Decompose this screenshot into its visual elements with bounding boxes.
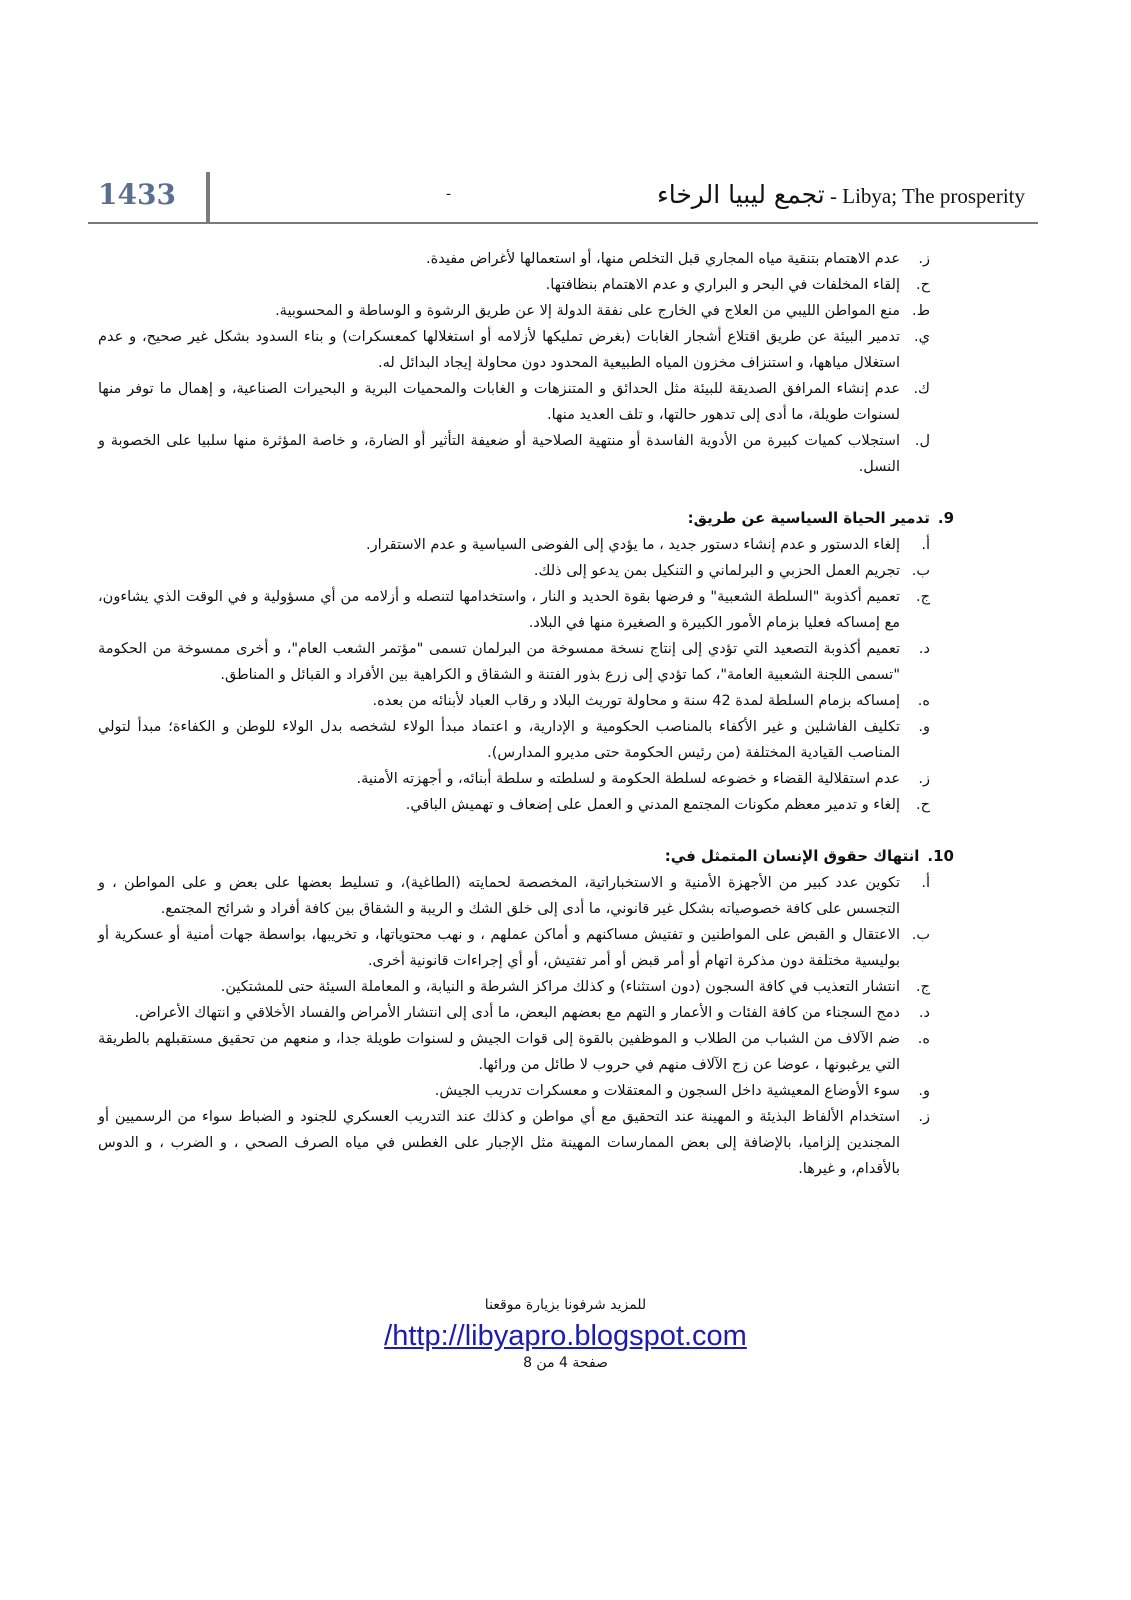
list-item bbox=[98, 584, 930, 636]
list-item bbox=[98, 272, 930, 298]
list-text: الاعتقال و القبض على المواطنين و تفتيش مساكنهم و أماكن عملهم ، و نهب محتوياتها، و تخريبها، بواسطة جهات أمنية أو عسكرية أو بوليسية مختلفة دون مذكرة اتهام أو أمر قبض أو أمر تفتيش، أو أي إجراءات قانونية أخرى. bbox=[98, 927, 900, 969]
list-letter: ز. bbox=[918, 251, 930, 267]
list-text: إلقاء المخلفات في البحر و البراري و عدم الاهتمام بنظافتها. bbox=[545, 277, 900, 293]
list-text: إلغاء و تدمير معظم مكونات المجتمع المدني و العمل على إضعاف و تهميش الباقي. bbox=[405, 797, 900, 813]
list-item bbox=[98, 870, 930, 922]
list-item bbox=[98, 974, 930, 1000]
page-footer bbox=[0, 1294, 1131, 1372]
list-text: تعميم أكذوبة التصعيد التي تؤدي إلى إنتاج نسخة ممسوخة من البرلمان تسمى "مؤتمر الشعب العام"، و أخرى ممسوخة من الحكومة "تسمى اللجنة الشعبية العامة"، كما تؤدي إلى زرع بذور الفتنة و الشقاق و الكراهية بين الأفراد و القبائل و المناطق. bbox=[98, 641, 900, 683]
list-text: ضم الآلاف من الشباب من الطلاب و الموظفين بالقوة إلى قوات الجيش و لسنوات طويلة جدا، و منعهم من تحقيق مستقبلهم بالطريقة التي يرغبونها ، عوضا عن زج الآلاف منهم في حروب لا طائل من ورائها. bbox=[98, 1031, 900, 1073]
list-text: تدمير البيئة عن طريق اقتلاع أشجار الغابات (بغرض تمليكها لأزلامه أو استغلالها كمعسكرات) و بناء السدود بشكل غير صحيح، و عدم استغلال مياهها، و استنزاف مخزون المياه الطبيعية المحدود دون محاولة إيجاد البدائل له. bbox=[98, 329, 900, 371]
list-letter: ج. bbox=[916, 979, 930, 995]
list-item bbox=[98, 298, 930, 324]
list-letter: أ. bbox=[921, 537, 930, 553]
list-letter: أ. bbox=[921, 875, 930, 891]
list-letter: ح. bbox=[916, 797, 930, 813]
list-item bbox=[98, 246, 930, 272]
list-item bbox=[98, 1078, 930, 1104]
list-letter: ل. bbox=[914, 433, 930, 449]
list-text: إلغاء الدستور و عدم إنشاء دستور جديد ، ما يؤدي إلى الفوضى السياسية و عدم الاستقرار. bbox=[366, 537, 900, 553]
list-letter: ج. bbox=[916, 589, 930, 605]
list-item bbox=[98, 922, 930, 974]
list-text: استخدام الألفاظ البذيئة و المهينة عند التحقيق مع أي مواطن و كذلك عند التدريب العسكري للجنود و الضباط سواء من الرسميين أو المجندين إلزاميا، بالإضافة إلى بعض الممارسات المهينة مثل الإجبار على الغطس في مياه الصرف الصحي ، و الضرب ، و الدوس بالأقدام، و غيرها. bbox=[98, 1109, 900, 1177]
section-9-heading bbox=[98, 504, 954, 532]
list-text: تعميم أكذوبة "السلطة الشعبية" و فرضها بقوة الحديد و النار ، واستخدامها لتنصله و أزلامه من أي مسؤولية و في الوقت الذي يشاءون، مع إمساكه فعليا بزمام الأمور الكبيرة و الصغيرة منها في البلاد. bbox=[98, 589, 900, 631]
header-title bbox=[657, 180, 1025, 209]
header-title-arabic: تجمع ليبيا الرخاء bbox=[656, 180, 825, 209]
list-letter: و. bbox=[918, 719, 930, 735]
header-rule bbox=[88, 222, 1038, 224]
header-dash: - bbox=[446, 186, 451, 202]
list-text: دمج السجناء من كافة الفئات و الأعمار و التهم مع بعضهم البعض، ما أدى إلى انتشار الأمراض والفساد الأخلاقي و انتهاك الأعراض. bbox=[134, 1005, 900, 1021]
list-text: تكليف الفاشلين و غير الأكفاء بالمناصب الحكومية و الإدارية، و اعتماد مبدأ الولاء لشخصه بدل الولاء للوطن و الكفاءة؛ مبدأ لتولي المناصب القيادية المختلفة (من رئيس الحكومة حتى مديرو المدارس). bbox=[98, 719, 900, 761]
section-title-text: تدمير الحياة السياسية عن طريق: bbox=[687, 509, 930, 527]
list-letter: ح. bbox=[916, 277, 930, 293]
list-letter: ز. bbox=[918, 1109, 930, 1125]
list-text: منع المواطن الليبي من العلاج في الخارج على نفقة الدولة إلا عن طريق الرشوة و الوساطة و المحسوبية. bbox=[275, 303, 900, 319]
list-letter: ه. bbox=[917, 1031, 930, 1047]
list-text: سوء الأوضاع المعيشية داخل السجون و المعتقلات و معسكرات تدريب الجيش. bbox=[434, 1083, 900, 1099]
list-item bbox=[98, 324, 930, 376]
list-text: عدم الاهتمام بتنقية مياه المجاري قبل التخلص منها، أو استعمالها لأغراض مفيدة. bbox=[426, 251, 900, 267]
list-letter: ك. bbox=[913, 381, 930, 397]
list-item bbox=[98, 1026, 930, 1078]
list-letter: ز. bbox=[918, 771, 930, 787]
section-10-heading bbox=[98, 842, 954, 870]
list-text: استجلاب كميات كبيرة من الأدوية الفاسدة أو منتهية الصلاحية أو ضعيفة التأثير أو الضارة، و خاصة المؤثرة منها سلبيا على الخصوبة و النسل. bbox=[98, 433, 900, 475]
list-letter: ي. bbox=[914, 329, 930, 345]
list-letter: د. bbox=[918, 641, 930, 657]
list-text: عدم استقلالية القضاء و خضوعه لسلطة الحكومة و لسلطته و سلطة أبنائه، و أجهزته الأمنية. bbox=[356, 771, 900, 787]
list-letter: ب. bbox=[911, 927, 930, 943]
list-item bbox=[98, 1000, 930, 1026]
list-item bbox=[98, 376, 930, 428]
list-text: إمساكه بزمام السلطة لمدة 42 سنة و محاولة توريث البلاد و رقاب العباد لأبنائه من بعده. bbox=[372, 693, 900, 709]
list-text: تجريم العمل الحزبي و البرلماني و التنكيل بمن يدعو إلى ذلك. bbox=[533, 563, 900, 579]
header-title-english: - Libya; The prosperity bbox=[830, 184, 1025, 208]
list-continued bbox=[98, 246, 930, 480]
document-body bbox=[98, 246, 954, 1182]
header-divider-bar bbox=[206, 172, 210, 224]
list-text: تكوين عدد كبير من الأجهزة الأمنية و الاستخباراتية، المخصصة لحمايته (الطاغية)، و تسليط بعضها على بعض و على المواطن ، و التجسس على كافة خصوصياته بشكل غير قانوني، ما أدى إلى خلق الشك و الريبة و الشقاق بين كافة أفراد و شرائح المجتمع. bbox=[98, 875, 900, 917]
list-text: انتشار التعذيب في كافة السجون (دون استثناء) و كذلك مراكز الشرطة و النيابة، و المعاملة السيئة حتى للمشتكين. bbox=[220, 979, 900, 995]
section-title-text: انتهاك حقوق الإنسان المتمثل في: bbox=[664, 847, 920, 865]
section-9 bbox=[98, 504, 954, 818]
list-letter: ب. bbox=[911, 563, 930, 579]
header-year: 1433 bbox=[98, 178, 176, 211]
section-number: 9. bbox=[937, 509, 954, 527]
website-link[interactable]: /http://libyapro.blogspot.com bbox=[384, 1320, 747, 1352]
section-10 bbox=[98, 842, 954, 1182]
list-item bbox=[98, 1104, 930, 1182]
list-item bbox=[98, 792, 930, 818]
list-letter: ط. bbox=[911, 303, 930, 319]
list-item bbox=[98, 428, 930, 480]
footer-note: للمزيد شرفونا بزيارة موقعنا bbox=[484, 1297, 647, 1313]
list-item bbox=[98, 636, 930, 688]
list-item bbox=[98, 558, 930, 584]
section-number: 10. bbox=[927, 847, 954, 865]
page-number: صفحة 4 من 8 bbox=[523, 1355, 608, 1371]
list-letter: و. bbox=[918, 1083, 930, 1099]
list-text: عدم إنشاء المرافق الصديقة للبيئة مثل الحدائق و المتنزهات و الغابات والمحميات البرية و البحيرات الصناعية، و إهمال ما توفر منها لسنوات طويلة، ما أدى إلى تدهور حالتها، و تلف العديد منها. bbox=[98, 381, 900, 423]
list-letter: د. bbox=[918, 1005, 930, 1021]
list-item bbox=[98, 714, 930, 766]
list-item bbox=[98, 532, 930, 558]
list-item bbox=[98, 766, 930, 792]
list-item bbox=[98, 688, 930, 714]
list-letter: ه. bbox=[917, 693, 930, 709]
